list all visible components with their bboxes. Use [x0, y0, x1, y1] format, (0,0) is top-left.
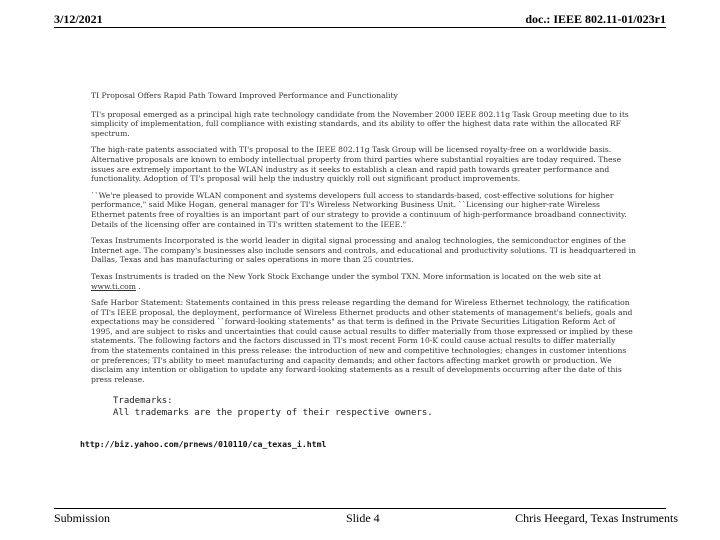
article-paragraph-5 [91, 272, 636, 291]
trademarks-block [113, 395, 433, 419]
article-body [91, 91, 636, 391]
footer-slide-number: Slide 4 [346, 511, 380, 525]
header-doc-id: doc.: IEEE 802.11-01/023r1 [525, 12, 666, 26]
article-paragraph-1: TI's proposal emerged as a principal high rate technology candidate from the November 2000 IEEE 802.11g Task Group meeting due to its simplicity of implementation, full compliance with existing standards, and its ability to offer the highest data rate within the allocated RF spectrum. [91, 109, 629, 138]
article-paragraph-2: The high-rate patents associated with TI's proposal to the IEEE 802.11g Task Group will be licensed royalty-free on a worldwide basis. Alternative proposals are known to embody intellectual property from third parties where substantial royalties are today required. These issues are extremely important to the WLAN industry as it seeks to establish a clean and rapid path towards greater performance and functionality. Adoption of TI's proposal will help the industry quickly roll out significant product improvements. [91, 145, 622, 184]
header-date: 3/12/2021 [54, 12, 103, 26]
header-rule [54, 27, 666, 28]
nyse-text-end: . [138, 281, 141, 291]
footer-rule [54, 508, 666, 509]
trademarks-heading: Trademarks: [113, 396, 173, 406]
footer-author: Chris Heegard, Texas Instruments [515, 511, 678, 525]
trademarks-text: All trademarks are the property of their respective owners. [113, 408, 433, 418]
article-title: TI Proposal Offers Rapid Path Toward Improved Performance and Functionality [91, 91, 398, 100]
ti-website-link[interactable]: www.ti.com [91, 281, 136, 291]
article-paragraph-3: ``We're pleased to provide WLAN component and systems developers full access to standards-based, cost-effective solutions for higher performance," said Mike Hogan, general manager for TI's Wireless Networking Business Unit. ``Licensing our higher-rate Wireless Ethernet patents free of royalties is an important part of our strategy to provide a continuum of high-performance broadband connectivity. Details of the licensing offer are contained in TI's written statement to the IEEE." [91, 190, 627, 229]
nyse-text: Texas Instruments is traded on the New York Stock Exchange under the symbol TXN. More information is located on the web site at [91, 271, 602, 281]
footer-submission: Submission [54, 511, 111, 525]
source-url[interactable]: http://biz.yahoo.com/prnews/010110/ca_texas_i.html [80, 439, 327, 449]
article-paragraph-4: Texas Instruments Incorporated is the world leader in digital signal processing and analog technologies, the semiconductor engines of the Internet age. The company's businesses also include sensors and controls, and educational and productivity solutions. TI is headquartered in Dallas, Texas and has manufacturing or sales operations in more than 25 countries. [91, 236, 636, 265]
safe-harbor-statement: Safe Harbor Statement: Statements contained in this press release regarding the demand for Wireless Ethernet technology, the ratification of TI's IEEE proposal, the deployment, performance of Wireless Ethernet products and other statements of management's beliefs, goals and expectations may be considered ``forward-looking statements" as that term is defined in the Private Securities Litigation Reform Act of 1995, and are subject to risks and uncertainties that could cause actual results to differ materially from those expressed or implied by these statements. The following factors and the factors discussed in TI's most recent Form 10-K could cause actual results to differ materially from the statements contained in this press release: the introduction of new and competitive technologies; changes in customer intentions or preferences; TI's ability to meet manufacturing and capacity demands; and other factors affecting market growth or production. We disclaim any intention or obligation to update any forward-looking statements as a result of developments occurring after the date of this press release. [91, 298, 633, 384]
